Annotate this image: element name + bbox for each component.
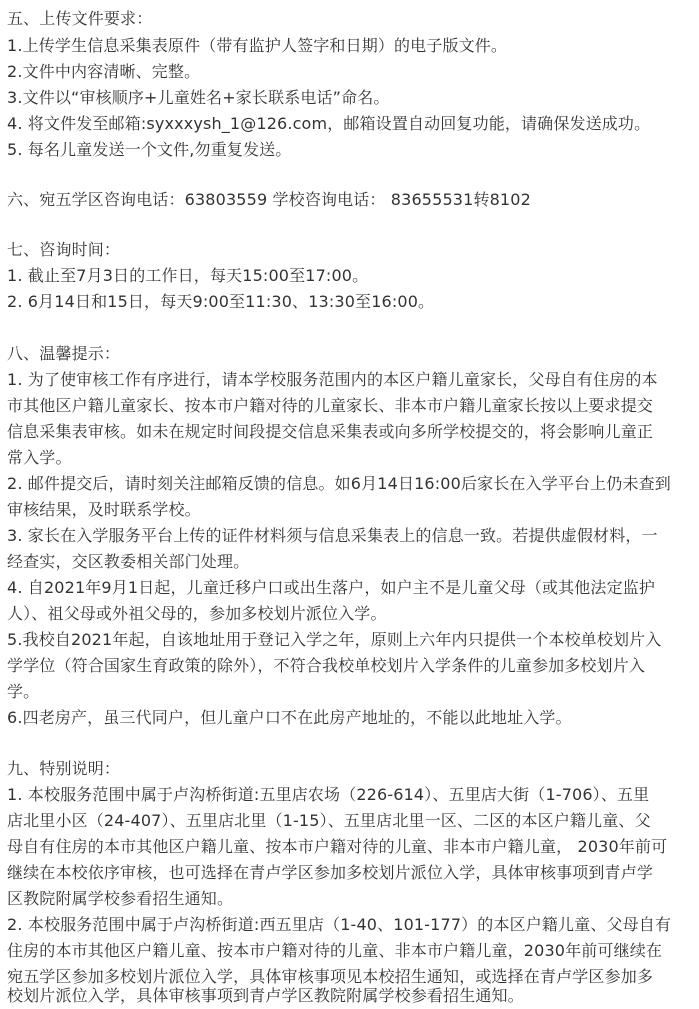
blank-line	[7, 213, 691, 239]
section-9-heading: 九、特别说明：	[7, 759, 121, 778]
section-8-item-6: 6.四老房产，虽三代同户，但儿童户口不在此房产地址的，不能以此地址入学。	[7, 708, 572, 727]
section-7-item-1: 1. 截止至7月3日的工作日，每天15:00至17:00。	[7, 266, 369, 285]
section-9-item-2-line-3: 宛五学区参加多校划片派位入学，具体审核事项见本校招生通知，或选择在青卢学区参加多	[7, 967, 654, 986]
section-9-item-2-line-1: 2. 本校服务范围中属于卢沟桥街道:西五里店（1-40、101-177）的本区户籍儿童、父母自有	[7, 915, 672, 934]
section-8-item-5-line-3: 学。	[7, 682, 40, 701]
section-8-item-1-line-2: 市其他区户籍儿童家长、按本市户籍对待的儿童家长、非本市户籍儿童家长按以上要求提交	[7, 396, 654, 415]
section-8-item-4-line-2: 人）、祖父母或外祖父母的，参加多校划片派位入学。	[7, 604, 387, 623]
section-8-heading: 八、温馨提示：	[7, 344, 121, 363]
section-6-contact-phones: 六、宛五学区咨询电话：63803559 学校咨询电话： 83655531转8102	[7, 190, 531, 209]
section-8-item-2-line-1: 2. 邮件提交后，请时刻关注邮箱反馈的信息。如6月14日16:00后家长在入学平台上仍未查到	[7, 474, 671, 493]
section-8-item-3-line-1: 3. 家长在入学服务平台上传的证件材料须与信息采集表上的信息一致。若提供虚假材料，一	[7, 526, 658, 545]
section-8-item-3-line-2: 经查实，交区教委相关部门处理。	[7, 552, 250, 571]
section-8-item-5-line-1: 5.我校自2021年起，自该地址用于登记入学之年，原则上六年内只提供一个本校单校划片入	[7, 630, 662, 649]
section-7-heading: 七、咨询时间：	[7, 240, 121, 259]
section-5-item-2: 2.文件中内容清晰、完整。	[7, 62, 201, 81]
section-7-item-2: 2. 6月14日和15日，每天9:00至11:30、13:30至16:00。	[7, 292, 435, 311]
section-9-item-1-line-1: 1. 本校服务范围中属于卢沟桥街道:五里店农场（226-614）、五里店大街（1-706）、五里	[7, 785, 650, 804]
section-8-item-1-line-3: 信息采集表审核。如未在规定时间段提交信息采集表或向多所学校提交的，将会影响儿童正	[7, 422, 654, 441]
section-8-item-5-line-2: 学学位（符合国家生育政策的除外），不符合我校单校划片入学条件的儿童参加多校划片入	[7, 656, 646, 675]
section-8-item-1-line-1: 1. 为了使审核工作有序进行，请本学校服务范围内的本区户籍儿童家长，父母自有住房的本	[7, 370, 658, 389]
section-8-item-2-line-2: 审核结果，及时联系学校。	[7, 500, 201, 519]
section-9-item-1-line-2: 店北里小区（24-407）、五里店北里（1-15）、五里店北里一区、二区的本区户籍儿童、父	[7, 811, 651, 830]
section-9-item-2-line-2: 住房的本市其他区户籍儿童、按本市户籍对待的儿童、非本市户籍儿童，2030年前可继续在	[7, 941, 663, 960]
blank-line	[7, 315, 691, 341]
blank-line	[7, 731, 691, 757]
section-8-item-4-line-1: 4. 自2021年9月1日起，儿童迁移户口或出生落户，如户主不是儿童父母（或其他法定监护	[7, 578, 656, 597]
section-5-item-1: 1.上传学生信息采集表原件（带有监护人签字和日期）的电子版文件。	[7, 36, 508, 55]
section-9-item-2-line-4: 校划片派位入学，具体审核事项到青卢学区教院附属学校参看招生通知。	[7, 986, 524, 1005]
blank-line	[7, 163, 691, 189]
section-5-item-4: 4. 将文件发至邮箱:syxxxysh_1@126.com，邮箱设置自动回复功能，请确保发送成功。	[7, 114, 651, 133]
section-5-heading: 五、上传文件要求：	[7, 9, 153, 28]
section-5-item-3: 3.文件以“审核顺序+儿童姓名+家长联系电话”命名。	[7, 88, 390, 107]
section-9-item-1-line-3: 母自有住房的本市其他区户籍儿童、按本市户籍对待的儿童、非本市户籍儿童， 2030年前可	[7, 837, 668, 856]
section-9-item-1-line-5: 区教院附属学校参看招生通知。	[7, 889, 234, 908]
section-8-item-1-line-4: 常入学。	[7, 448, 72, 467]
section-5-item-5: 5. 每名儿童发送一个文件,勿重复发送。	[7, 140, 292, 159]
section-9-item-1-line-4: 继续在本校依序审核，也可选择在青卢学区参加多校划片派位入学，具体审核事项到青卢学	[7, 863, 654, 882]
